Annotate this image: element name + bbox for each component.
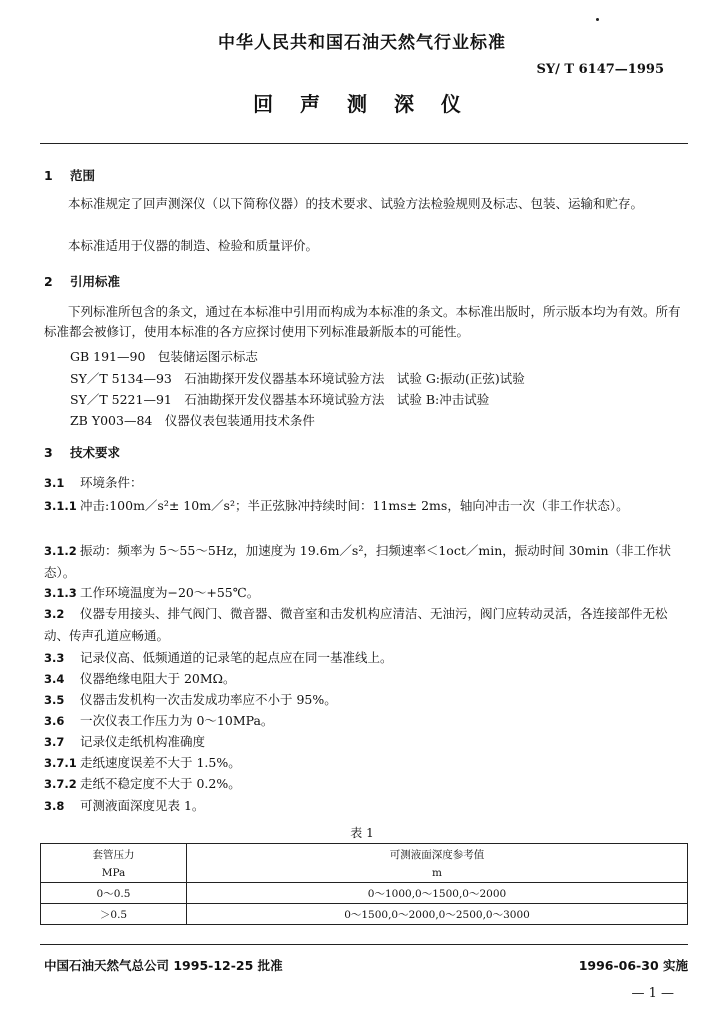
standard-body-header: 中华人民共和国石油天然气行业标准	[218, 33, 506, 53]
clause-3-7	[44, 732, 205, 750]
table-row	[41, 883, 688, 904]
scan-speck	[596, 18, 599, 21]
cell-pressure: 0～0.5	[41, 883, 187, 904]
table-header-row	[41, 844, 688, 865]
section-2-number: 2	[44, 274, 53, 289]
clause-3-4	[44, 669, 236, 687]
clause-number: 3.1.3	[44, 586, 77, 600]
unit-depth: m	[187, 864, 688, 883]
footer-rule	[40, 944, 688, 945]
clause-3-8	[44, 796, 204, 814]
clause-text: 可测液面深度见表 1。	[80, 798, 205, 813]
table-row	[41, 904, 688, 925]
section-2-title: 引用标准	[70, 274, 121, 289]
clause-text: 走纸速度误差不大于 1.5%。	[80, 755, 241, 770]
clause-text: 环境条件：	[80, 475, 143, 490]
clause-number: 3.7.2	[44, 777, 77, 791]
clause-3-1-3	[44, 583, 259, 601]
clause-3-1	[44, 473, 143, 491]
section-3-number: 3	[44, 445, 53, 460]
cell-pressure: ＞0.5	[41, 904, 187, 925]
cell-depth: 0～1500,0～2000,0～2500,0～3000	[187, 904, 688, 925]
clause-text: 仪器击发机构一次击发成功率应不小于 95%。	[80, 692, 337, 707]
clause-text: 记录仪走纸机构准确度	[80, 734, 206, 749]
table-unit-row	[41, 864, 688, 883]
clause-number: 3.7.1	[44, 756, 77, 770]
section-1-paragraph-scope: 本标准规定了回声测深仪（以下简称仪器）的技术要求、试验方法检验规则及标志、包装、运输和贮存。	[68, 196, 644, 211]
section-3-heading	[44, 443, 120, 461]
reference-item: SY／T 5221—91 石油勘探开发仪器基本环境试验方法 试验 B:冲击试验	[70, 392, 490, 407]
clause-text: 一次仪表工作压力为 0～10MPa。	[80, 713, 274, 728]
clause-text: 仪器绝缘电阻大于 20MΩ。	[80, 671, 236, 686]
clause-number: 3.1.1	[44, 499, 77, 513]
clause-number: 3.4	[44, 672, 65, 686]
section-1-number: 1	[44, 168, 53, 183]
table-caption: 表 1	[350, 826, 374, 840]
clause-3-7-1	[44, 753, 241, 771]
section-2-heading	[44, 272, 120, 290]
clause-number: 3.1	[44, 476, 65, 490]
clause-text: 仪器专用接头、排气阀门、微音器、微音室和击发机构应清洁、无油污，阀门应转动灵活，各连接部件无松动、传声孔道应畅通。	[44, 606, 668, 643]
section-1-paragraph-applicability: 本标准适用于仪器的制造、检验和质量评价。	[68, 238, 319, 253]
clause-number: 3.5	[44, 693, 65, 707]
header-rule	[40, 143, 688, 144]
header-depth-reference: 可测液面深度参考值	[187, 844, 688, 865]
clause-3-1-2	[44, 540, 690, 583]
approval-line: 中国石油天然气总公司 1995-12-25 批准	[44, 958, 283, 973]
section-2-intro: 下列标准所包含的条文，通过在本标准中引用而构成为本标准的条文。本标准出版时，所示版本均为有效。所有标准都会被修订，使用本标准的各方应探讨使用下列标准最新版本的可能性。	[44, 304, 681, 339]
clause-text: 冲击:100m／s²± 10m／s²；半正弦脉冲持续时间：11ms± 2ms，轴向冲击一次（非工作状态）。	[80, 498, 629, 513]
header-casing-pressure: 套管压力	[41, 844, 187, 865]
clause-text: 振动：频率为 5～55～5Hz，加速度为 19.6m／s²，扫频速率＜1oct／min，振动时间 30min（非工作状态）。	[44, 543, 672, 580]
section-1-heading	[44, 166, 95, 184]
reference-item: GB 191—90 包装储运图示标志	[70, 349, 258, 364]
section-3-title: 技术要求	[70, 445, 121, 460]
reference-item: ZB Y003—84 仪器仪表包装通用技术条件	[70, 413, 315, 428]
clause-number: 3.2	[44, 607, 65, 621]
reference-item: SY／T 5134—93 石油勘探开发仪器基本环境试验方法 试验 G:振动(正弦)试验	[70, 371, 525, 386]
clause-number: 3.6	[44, 714, 65, 728]
document-title: 回 声 测 深 仪	[253, 92, 471, 116]
cell-depth: 0～1000,0～1500,0～2000	[187, 883, 688, 904]
clause-text: 工作环境温度为−20～+55℃。	[80, 585, 260, 600]
clause-3-7-2	[44, 774, 241, 792]
page-number: — 1 —	[631, 986, 674, 1001]
clause-3-2	[44, 603, 690, 646]
clause-text: 走纸不稳定度不大于 0.2%。	[80, 776, 241, 791]
clause-3-1-1	[44, 495, 690, 517]
unit-pressure: MPa	[41, 864, 187, 883]
clause-number: 3.7	[44, 735, 65, 749]
clause-number: 3.8	[44, 799, 65, 813]
clause-3-6	[44, 711, 273, 729]
clause-3-3	[44, 648, 393, 666]
section-1-title: 范围	[70, 168, 96, 183]
clause-number: 3.1.2	[44, 544, 77, 558]
effective-date: 1996-06-30 实施	[578, 958, 688, 973]
clause-text: 记录仪高、低频通道的记录笔的起点应在同一基准线上。	[80, 650, 393, 665]
standard-number: SY/ T 6147—1995	[536, 62, 664, 77]
clause-3-5	[44, 690, 337, 708]
depth-reference-table	[40, 843, 688, 925]
clause-number: 3.3	[44, 651, 65, 665]
